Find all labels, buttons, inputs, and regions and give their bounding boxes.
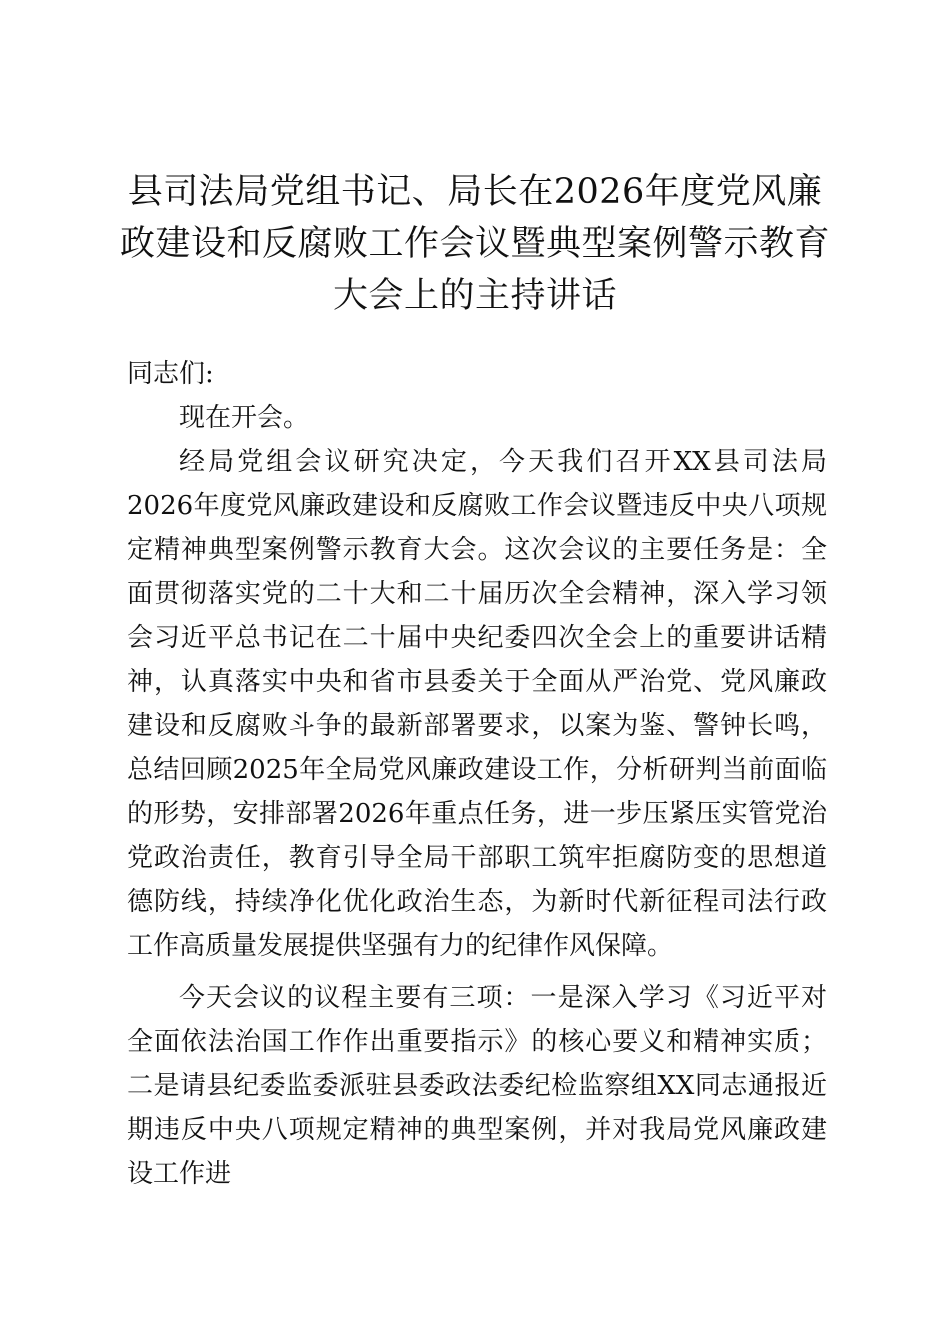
salutation: 同志们: — [127, 359, 214, 389]
document-title: 县司法局党组书记、局长在2026年度党风廉政建设和反腐败工作会议暨典型案例警示教育大会上的主持讲话 — [119, 172, 830, 316]
paragraph-opening: 现在开会。 — [179, 403, 310, 433]
paragraph-agenda: 今天会议的议程主要有三项：一是深入学习《习近平对全面依法治国工作作出重要指示》的核心要义和精神实质；二是请县纪委监委派驻县委政法委纪检监察组XX同志通报近期违反中央八项规定精神的典型案例，并对我局党风廉政建设工作进 — [127, 983, 827, 1189]
paragraph-purpose: 经局党组会议研究决定，今天我们召开XX县司法局2026年度党风廉政建设和反腐败工作会议暨违反中央八项规定精神典型案例警示教育大会。这次会议的主要任务是：全面贯彻落实党的二十大和二十届历次全会精神，深入学习领会习近平总书记在二十届中央纪委四次全会上的重要讲话精神，认真落实中央和省市县委关于全面从严治党、党风廉政建设和反腐败斗争的最新部署要求，以案为鉴、警钟长鸣，总结回顾2025年全局党风廉政建设工作，分析研判当前面临的形势，安排部署2026年重点任务，进一步压紧压实管党治党政治责任，教育引导全局干部职工筑牢拒腐防变的思想道德防线，持续净化优化政治生态，为新时代新征程司法行政工作高质量发展提供坚强有力的纪律作风保障。 — [127, 447, 827, 961]
document-body — [127, 352, 827, 1196]
